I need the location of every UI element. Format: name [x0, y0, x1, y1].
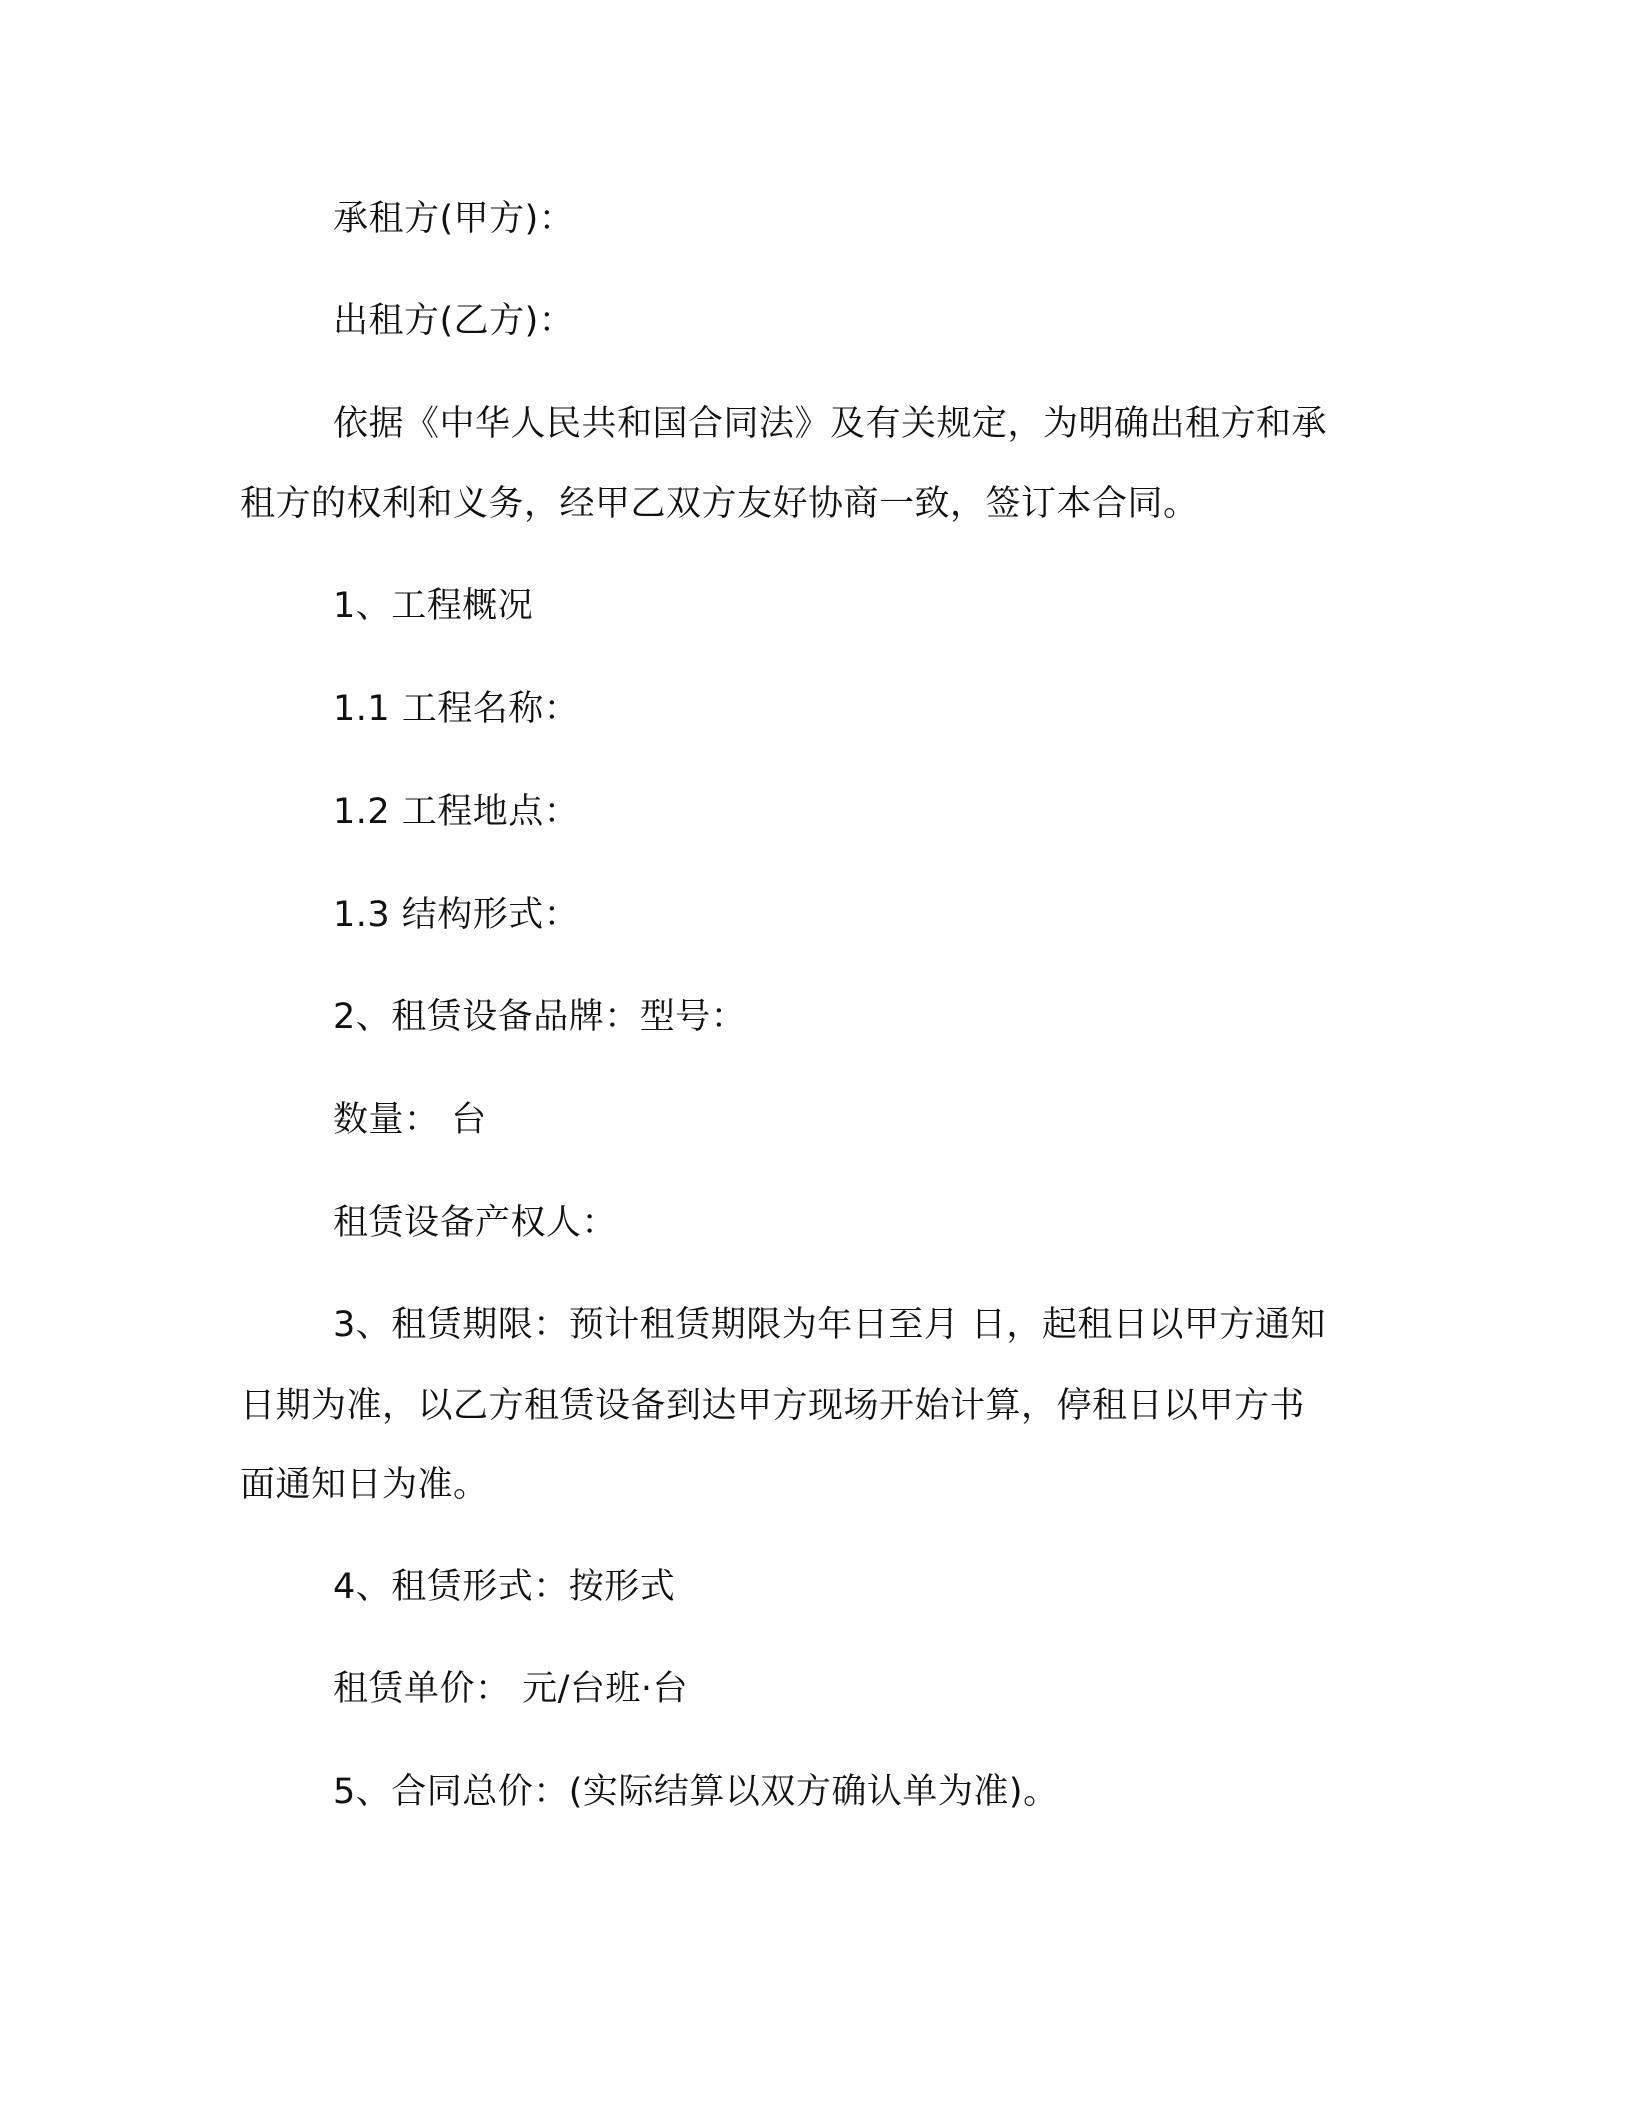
section2-owner: 租赁设备产权人： — [333, 1203, 618, 1243]
preamble-line-1: 依据《中华人民共和国合同法》及有关规定，为明确出租方和承 — [333, 404, 1328, 444]
section1-location: 1.2 工程地点： — [333, 792, 580, 832]
preamble-line-2: 租方的权利和义务，经甲乙双方友好协商一致，签订本合同。 — [240, 484, 1199, 524]
section2-heading: 2、租赁设备品牌：型号： — [333, 997, 747, 1037]
lessee-line: 承租方(甲方)： — [333, 199, 575, 239]
lessor-line: 出租方(乙方)： — [333, 301, 575, 341]
section1-name: 1.1 工程名称： — [333, 689, 580, 729]
section4-unit-price: 租赁单价： 元/台班·台 — [333, 1669, 689, 1709]
section3-line-3: 面通知日为准。 — [240, 1465, 489, 1505]
section5-heading: 5、合同总价：(实际结算以双方确认单为准)。 — [333, 1772, 1059, 1812]
section2-quantity: 数量： 台 — [333, 1100, 487, 1140]
section3-line-1: 3、租赁期限：预计租赁期限为年日至月 日，起租日以甲方通知 — [333, 1305, 1326, 1345]
section3-line-2: 日期为准，以乙方租赁设备到达甲方现场开始计算，停租日以甲方书 — [240, 1386, 1306, 1426]
section1-heading: 1、工程概况 — [333, 586, 534, 626]
section4-heading: 4、租赁形式：按形式 — [333, 1567, 676, 1607]
section1-structure: 1.3 结构形式： — [333, 895, 580, 935]
